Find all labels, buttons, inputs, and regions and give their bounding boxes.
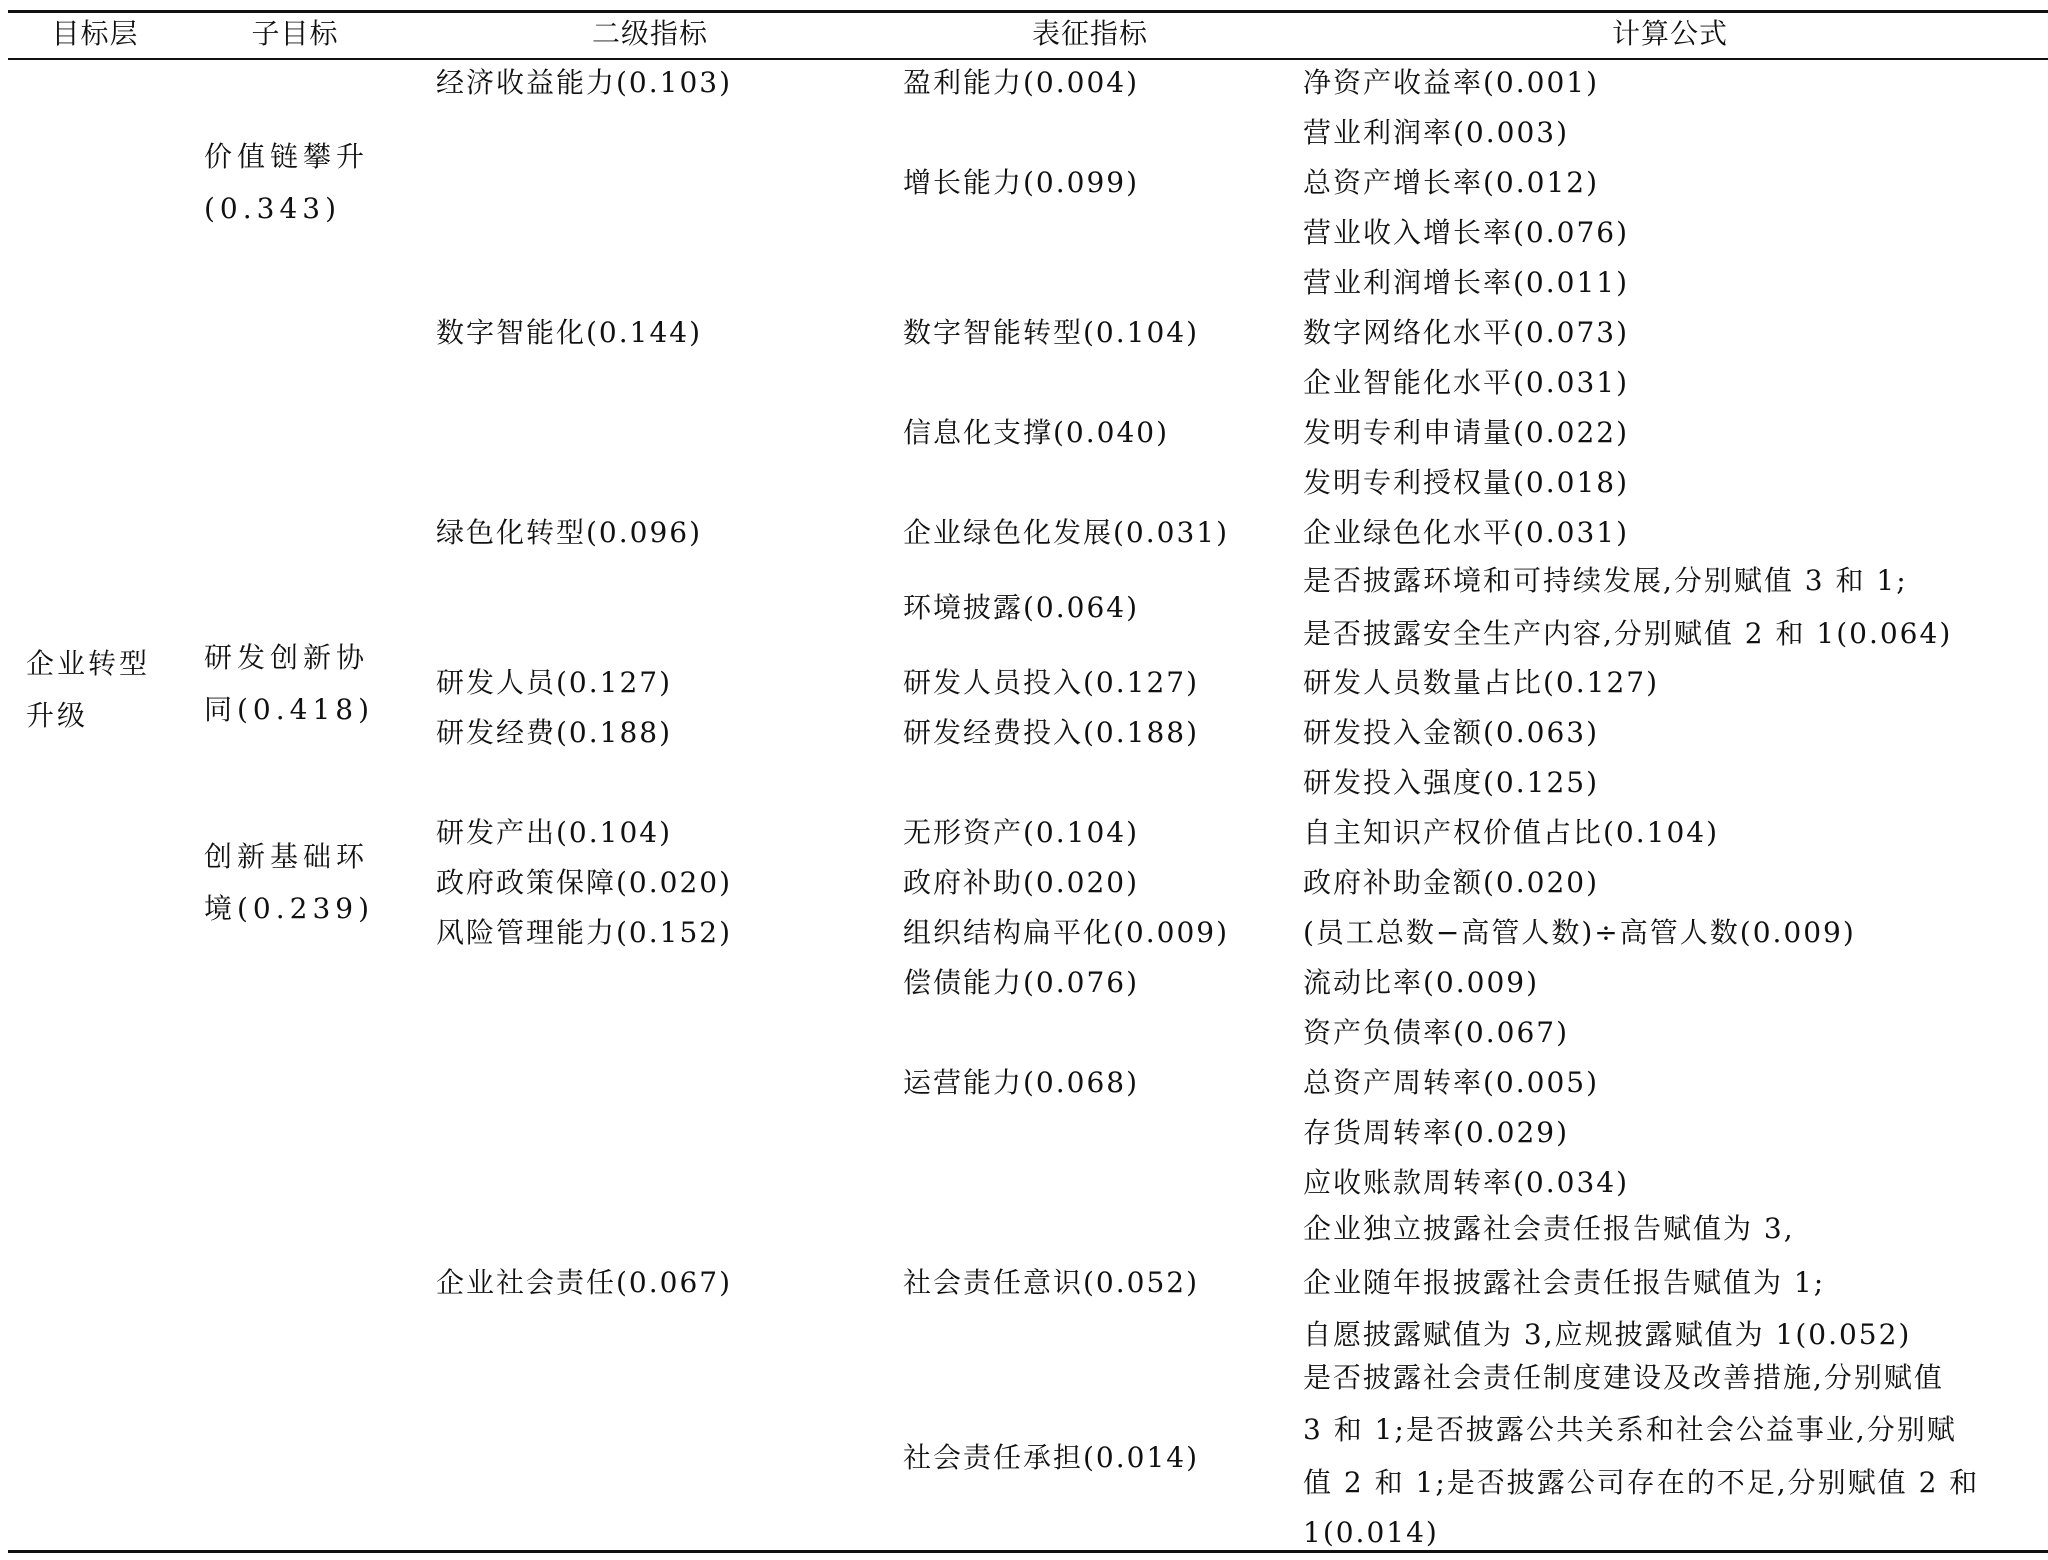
header-sub-goal: 子目标: [251, 17, 339, 50]
formula-line: 发明专利申请量(0.022): [1303, 416, 1630, 449]
formula-line: 总资产周转率(0.005): [1303, 1066, 1600, 1099]
formula-line: 企业绿色化水平(0.031): [1303, 516, 1630, 549]
target-layer-cell: [26, 638, 150, 742]
table-bottom-rule: [8, 1550, 2048, 1553]
secondary-indicator: 研发经费(0.188): [436, 716, 673, 749]
characterization-indicator: 环境披露(0.064): [903, 591, 1140, 624]
table-header-rule: [8, 58, 2048, 60]
characterization-indicator: 运营能力(0.068): [903, 1066, 1140, 1099]
secondary-indicator: 研发产出(0.104): [436, 816, 673, 849]
formula-line: 营业利润增长率(0.011): [1303, 266, 1630, 299]
formula-line: 3 和 1;是否披露公共关系和社会公益事业,分别赋: [1303, 1413, 1957, 1446]
secondary-indicator: 政府政策保障(0.020): [436, 866, 733, 899]
sub-goal-line: 境(0.239): [204, 892, 375, 925]
characterization-indicator: 研发人员投入(0.127): [903, 666, 1200, 699]
formula-line: 资产负债率(0.067): [1303, 1016, 1570, 1049]
formula-line: 总资产增长率(0.012): [1303, 166, 1600, 199]
secondary-indicator: 企业社会责任(0.067): [436, 1266, 733, 1299]
formula-line: 是否披露环境和可持续发展,分别赋值 3 和 1;: [1303, 564, 1908, 597]
characterization-indicator: 企业绿色化发展(0.031): [903, 516, 1230, 549]
target-layer-line: 升级: [26, 699, 89, 732]
characterization-indicator: 社会责任承担(0.014): [903, 1441, 1200, 1474]
sub-goal-value-chain: [204, 131, 369, 235]
formula-line: 政府补助金额(0.020): [1303, 866, 1600, 899]
secondary-indicator: 数字智能化(0.144): [436, 316, 703, 349]
sub-goal-line: 研发创新协: [204, 641, 370, 674]
header-characterization-indicator: 表征指标: [1031, 17, 1148, 50]
header-target-layer: 目标层: [51, 17, 139, 50]
formula-line: 应收账款周转率(0.034): [1303, 1166, 1630, 1199]
formula-line: 自愿披露赋值为 3,应规披露赋值为 1(0.052): [1303, 1318, 1912, 1351]
characterization-indicator: 组织结构扁平化(0.009): [903, 916, 1230, 949]
characterization-indicator: 信息化支撑(0.040): [903, 416, 1170, 449]
secondary-indicator: 风险管理能力(0.152): [436, 916, 733, 949]
formula-line: 研发投入强度(0.125): [1303, 766, 1600, 799]
characterization-indicator: 盈利能力(0.004): [903, 66, 1140, 99]
characterization-indicator: 社会责任意识(0.052): [903, 1266, 1200, 1299]
formula-line: 自主知识产权价值占比(0.104): [1303, 816, 1720, 849]
characterization-indicator: 研发经费投入(0.188): [903, 716, 1200, 749]
header-formula: 计算公式: [1611, 17, 1728, 50]
sub-goal-line: 同(0.418): [204, 693, 375, 726]
formula-line: 存货周转率(0.029): [1303, 1116, 1570, 1149]
formula-line: 企业智能化水平(0.031): [1303, 366, 1630, 399]
formula-line: (员工总数−高管人数)÷高管人数(0.009): [1303, 916, 1856, 949]
sub-goal-line: 价值链攀升: [204, 140, 370, 173]
formula-line: 净资产收益率(0.001): [1303, 66, 1600, 99]
table-top-rule: [8, 10, 2048, 13]
sub-goal-line: (0.343): [204, 192, 342, 225]
sub-goal-line: 创新基础环: [204, 840, 370, 873]
formula-line: 数字网络化水平(0.073): [1303, 316, 1630, 349]
formula-line: 值 2 和 1;是否披露公司存在的不足,分别赋值 2 和: [1303, 1466, 1980, 1499]
sub-goal-rd-collaboration: [204, 632, 374, 736]
formula-line: 发明专利授权量(0.018): [1303, 466, 1630, 499]
header-secondary-indicator: 二级指标: [591, 17, 708, 50]
formula-line: 流动比率(0.009): [1303, 966, 1540, 999]
characterization-indicator: 政府补助(0.020): [903, 866, 1140, 899]
formula-line: 是否披露安全生产内容,分别赋值 2 和 1(0.064): [1303, 617, 1953, 650]
secondary-indicator: 研发人员(0.127): [436, 666, 673, 699]
characterization-indicator: 增长能力(0.099): [903, 166, 1140, 199]
characterization-indicator: 偿债能力(0.076): [903, 966, 1140, 999]
sub-goal-innovation-environment: [204, 831, 374, 935]
characterization-indicator: 无形资产(0.104): [903, 816, 1140, 849]
characterization-indicator: 数字智能转型(0.104): [903, 316, 1200, 349]
formula-line: 企业独立披露社会责任报告赋值为 3,: [1303, 1212, 1795, 1245]
formula-line: 1(0.014): [1303, 1516, 1439, 1549]
formula-line: 研发人员数量占比(0.127): [1303, 666, 1660, 699]
target-layer-line: 企业转型: [26, 647, 151, 680]
formula-line: 营业利润率(0.003): [1303, 116, 1570, 149]
secondary-indicator: 绿色化转型(0.096): [436, 516, 703, 549]
formula-line: 企业随年报披露社会责任报告赋值为 1;: [1303, 1266, 1826, 1299]
formula-line: 是否披露社会责任制度建设及改善措施,分别赋值: [1303, 1361, 1944, 1394]
secondary-indicator: 经济收益能力(0.103): [436, 66, 733, 99]
formula-line: 营业收入增长率(0.076): [1303, 216, 1630, 249]
formula-line: 研发投入金额(0.063): [1303, 716, 1600, 749]
